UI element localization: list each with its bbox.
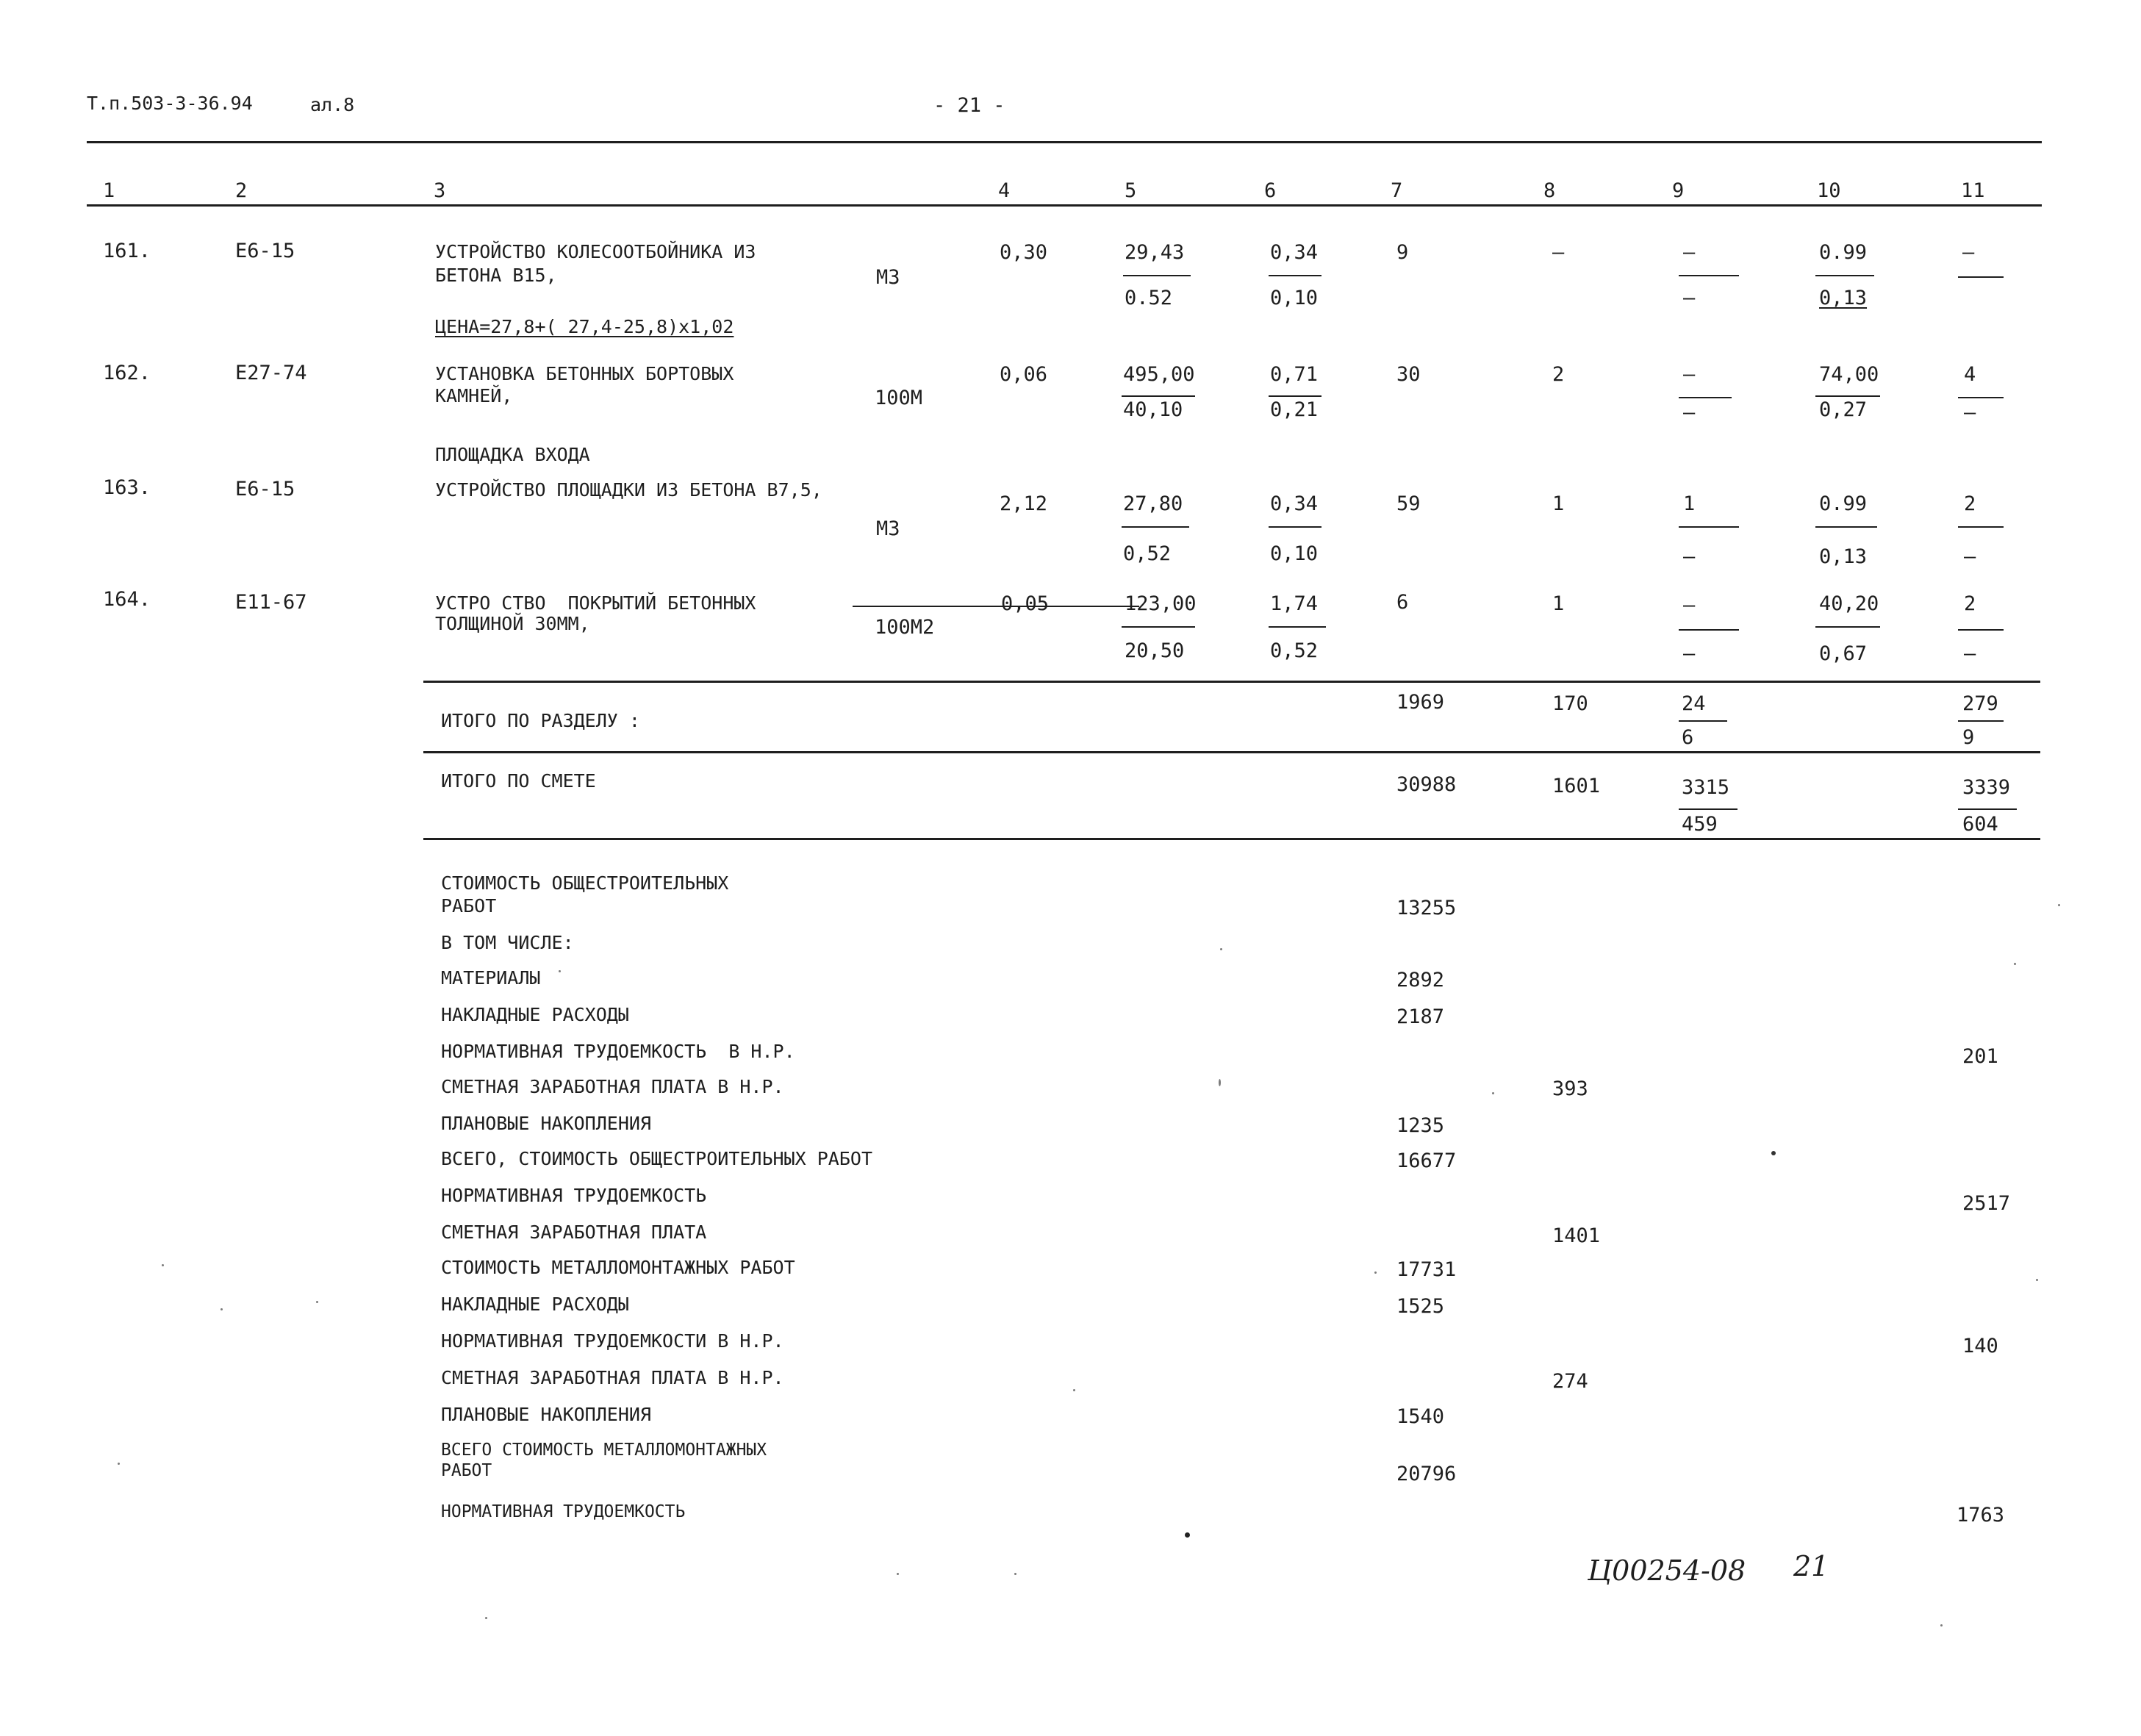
summary-cost: 13255 xyxy=(1396,897,1457,919)
summary-label: СТОИМОСТЬ ОБЩЕСТРОИТЕЛЬНЫХ РАБОТ xyxy=(441,872,729,917)
fraction-rule xyxy=(1679,275,1739,276)
row-number: 163. xyxy=(103,476,151,499)
section-heading: ПЛОЩАДКА ВХОДА xyxy=(435,444,590,465)
total-wage: – xyxy=(1552,241,1565,264)
fraction-rule xyxy=(1269,395,1321,397)
summary-labor: 2517 xyxy=(1962,1192,2011,1215)
summary-cost: 16677 xyxy=(1396,1149,1457,1172)
unit-cost-machine-wage: 0,10 xyxy=(1270,287,1319,309)
unit-cost-machine: 0,34 xyxy=(1270,492,1319,515)
summary-wage: 393 xyxy=(1552,1077,1588,1100)
estimate-total-rule xyxy=(423,751,2040,753)
fraction-rule xyxy=(1122,526,1189,528)
column-header: 8 xyxy=(1543,179,1556,202)
quantity: 0,30 xyxy=(1000,241,1048,264)
summary-label: ВСЕГО СТОИМОСТЬ МЕТАЛЛОМОНТАЖНЫХ РАБОТ xyxy=(441,1441,767,1480)
summary-label: НОРМАТИВНАЯ ТРУДОЕМКОСТИ В Н.Р. xyxy=(441,1330,784,1352)
summary-label: ПЛАНОВЫЕ НАКОПЛЕНИЯ xyxy=(441,1404,651,1425)
unit-cost-machine: 0,71 xyxy=(1270,363,1319,386)
summary-wage: 1401 xyxy=(1552,1224,1601,1247)
summary-label: СМЕТНАЯ ЗАРАБОТНАЯ ПЛАТА В Н.Р. xyxy=(441,1076,784,1097)
labor-total: – xyxy=(1962,241,1975,264)
summary-label: СТОИМОСТЬ МЕТАЛЛОМОНТАЖНЫХ РАБОТ xyxy=(441,1257,795,1278)
unit: М3 xyxy=(876,517,900,540)
handwritten-page-number: 21 xyxy=(1793,1550,1829,1582)
labor-unit: 0.99 xyxy=(1819,241,1868,264)
fraction-rule xyxy=(1958,526,2004,528)
fraction-rule xyxy=(1269,626,1326,628)
quantity: 0,05 xyxy=(1001,592,1050,615)
estimate-total-cost: 30988 xyxy=(1396,773,1457,796)
summary-labor: 201 xyxy=(1962,1045,1998,1068)
unit-cost-machine-wage: 0,10 xyxy=(1270,542,1319,565)
labor-total-machine: – xyxy=(1964,642,1976,665)
estimate-total-labor: 3339 xyxy=(1962,776,2011,799)
total-wage: 2 xyxy=(1552,363,1565,386)
column-header: 2 xyxy=(235,179,248,202)
labor-unit: 40,20 xyxy=(1819,592,1879,615)
handwritten-archive-number: Ц00254-08 xyxy=(1588,1554,1746,1587)
summary-cost: 20796 xyxy=(1396,1463,1457,1485)
summary-label: НАКЛАДНЫЕ РАСХОДЫ xyxy=(441,1004,629,1025)
labor-unit-machine: 0,67 xyxy=(1819,642,1868,665)
total-machine: – xyxy=(1683,241,1696,264)
section-total-machine: 24 xyxy=(1682,692,1706,715)
column-header: 7 xyxy=(1391,179,1403,202)
document-reference: Т.п.503-3-36.94 xyxy=(87,93,253,114)
labor-total: 4 xyxy=(1964,363,1976,386)
column-header: 6 xyxy=(1264,179,1277,202)
summary-wage: 274 xyxy=(1552,1370,1588,1393)
labor-total-machine: – xyxy=(1964,545,1976,568)
fraction-rule xyxy=(1679,526,1739,528)
section-total-wage: 170 xyxy=(1552,692,1588,715)
column-header: 1 xyxy=(103,179,115,202)
unit-cost-wage: 20,50 xyxy=(1125,639,1185,662)
album-number: ал.8 xyxy=(310,94,355,115)
total-cost: 9 xyxy=(1396,241,1409,264)
unit: 100М xyxy=(875,387,923,409)
fraction-rule xyxy=(1679,720,1727,722)
fraction-rule xyxy=(1815,395,1880,397)
section-total-labor: 279 xyxy=(1962,692,1998,715)
fraction-rule xyxy=(1269,275,1321,276)
row-number: 161. xyxy=(103,240,151,262)
summary-labor: 1763 xyxy=(1957,1504,2005,1527)
section-total-labor-machine: 9 xyxy=(1962,726,1975,749)
labor-unit-machine: 0,13 xyxy=(1819,287,1868,309)
unit-cost-wage: 0,52 xyxy=(1123,542,1172,565)
total-wage: 1 xyxy=(1552,492,1565,515)
summary-label: В ТОМ ЧИСЛЕ: xyxy=(441,932,574,953)
fraction-rule xyxy=(1958,397,2004,398)
unit-cost-total: 29,43 xyxy=(1125,241,1185,264)
total-machine-wage: – xyxy=(1683,545,1696,568)
summary-label: ПЛАНОВЫЕ НАКОПЛЕНИЯ xyxy=(441,1113,651,1134)
summary-label: НОРМАТИВНАЯ ТРУДОЕМКОСТЬ xyxy=(441,1185,707,1206)
total-machine-wage: – xyxy=(1683,642,1696,665)
fraction-rule xyxy=(1123,275,1191,276)
summary-cost: 2187 xyxy=(1396,1005,1445,1028)
header-rule xyxy=(87,141,2042,143)
work-description: ТОЛЩИНОЙ 30ММ, xyxy=(435,613,590,634)
fraction-rule xyxy=(1679,629,1739,631)
column-header: 3 xyxy=(434,179,446,202)
summary-label: СМЕТНАЯ ЗАРАБОТНАЯ ПЛАТА В Н.Р. xyxy=(441,1367,784,1388)
section-total-rule xyxy=(423,681,2040,683)
estimate-total-wage: 1601 xyxy=(1552,775,1601,797)
column-header: 11 xyxy=(1961,179,1985,202)
summary-cost: 1525 xyxy=(1396,1295,1445,1318)
labor-unit-machine: 0,27 xyxy=(1819,398,1868,421)
fraction-rule xyxy=(1679,397,1732,398)
unit-cost-total: 495,00 xyxy=(1123,363,1195,386)
fraction-rule xyxy=(1958,808,2017,810)
rate-code: Е6-15 xyxy=(235,240,295,262)
work-description: КАМНЕЙ, xyxy=(435,385,513,406)
summary-label: ВСЕГО, СТОИМОСТЬ ОБЩЕСТРОИТЕЛЬНЫХ РАБОТ xyxy=(441,1148,872,1169)
fraction-rule xyxy=(1122,626,1195,628)
rate-code: Е27-74 xyxy=(235,362,307,384)
fraction-rule xyxy=(1815,526,1877,528)
rate-code: Е11-67 xyxy=(235,591,307,614)
column-header: 4 xyxy=(998,179,1011,202)
summary-labor: 140 xyxy=(1962,1335,1998,1357)
fraction-rule xyxy=(1958,720,2004,722)
estimate-total-labor-machine: 604 xyxy=(1962,813,1998,836)
estimate-total-machine-wage: 459 xyxy=(1682,813,1718,836)
quantity: 2,12 xyxy=(1000,492,1048,515)
estimate-total-machine: 3315 xyxy=(1682,776,1730,799)
row-number: 162. xyxy=(103,362,151,384)
labor-total: 2 xyxy=(1964,492,1976,515)
summary-cost: 2892 xyxy=(1396,969,1445,991)
total-machine: – xyxy=(1683,363,1696,386)
summary-cost: 1235 xyxy=(1396,1114,1445,1137)
total-machine-wage: – xyxy=(1683,401,1696,424)
fraction-rule xyxy=(1815,626,1880,628)
unit-cost-machine: 1,74 xyxy=(1270,592,1319,615)
summary-cost: 17731 xyxy=(1396,1258,1457,1281)
column-header: 5 xyxy=(1125,179,1137,202)
summary-label: НОРМАТИВНАЯ ТРУДОЕМКОСТЬ xyxy=(441,1502,686,1521)
labor-total-machine: – xyxy=(1964,401,1976,424)
unit-cost-wage: 0.52 xyxy=(1125,287,1173,309)
labor-unit: 0.99 xyxy=(1819,492,1868,515)
estimate-total-label: ИТОГО ПО СМЕТЕ xyxy=(441,770,596,792)
summary-rule xyxy=(423,838,2040,840)
work-description: УСТРО СТВО ПОКРЫТИЙ БЕТОННЫХ xyxy=(435,592,756,614)
column-header: 9 xyxy=(1672,179,1685,202)
section-total-cost: 1969 xyxy=(1396,691,1445,714)
total-machine: 1 xyxy=(1683,492,1696,515)
price-note: ЦЕНА=27,8+( 27,4-25,8)х1,02 xyxy=(435,316,734,337)
work-description: УСТРОЙСТВО ПЛОЩАДКИ ИЗ БЕТОНА В7,5, xyxy=(435,479,822,501)
section-total-machine-wage: 6 xyxy=(1682,726,1694,749)
unit: М3 xyxy=(876,266,900,289)
summary-cost: 1540 xyxy=(1396,1405,1445,1428)
fraction-rule xyxy=(1958,276,2004,278)
column-header-rule xyxy=(87,204,2042,207)
total-cost: 59 xyxy=(1396,492,1421,515)
fraction-rule xyxy=(1269,526,1321,528)
fraction-rule xyxy=(1815,275,1874,276)
unit-cost-machine-wage: 0,21 xyxy=(1270,398,1319,421)
work-description: УСТАНОВКА БЕТОННЫХ БОРТОВЫХ xyxy=(435,363,734,384)
unit-cost-total: 27,80 xyxy=(1123,492,1183,515)
unit-cost-machine: 0,34 xyxy=(1270,241,1319,264)
fraction-rule xyxy=(1679,808,1737,810)
summary-label: НАКЛАДНЫЕ РАСХОДЫ xyxy=(441,1294,629,1315)
summary-label: НОРМАТИВНАЯ ТРУДОЕМКОСТЬ В Н.Р. xyxy=(441,1041,795,1062)
labor-unit-machine: 0,13 xyxy=(1819,545,1868,568)
summary-label: МАТЕРИАЛЫ xyxy=(441,967,541,989)
fraction-rule xyxy=(1958,629,2004,631)
total-machine: – xyxy=(1683,594,1696,617)
row-number: 164. xyxy=(103,588,151,611)
page-number: - 21 - xyxy=(933,94,1005,117)
total-cost: 6 xyxy=(1396,591,1409,614)
work-description: УСТРОЙСТВО КОЛЕСООТБОЙНИКА ИЗ xyxy=(435,241,756,262)
rate-code: Е6-15 xyxy=(235,478,295,501)
labor-total: 2 xyxy=(1964,592,1976,615)
labor-unit: 74,00 xyxy=(1819,363,1879,386)
summary-label: СМЕТНАЯ ЗАРАБОТНАЯ ПЛАТА xyxy=(441,1222,707,1243)
column-header: 10 xyxy=(1817,179,1841,202)
unit-cost-wage: 40,10 xyxy=(1123,398,1183,421)
leader-line xyxy=(853,606,1139,607)
total-machine-wage: – xyxy=(1683,287,1696,309)
section-total-label: ИТОГО ПО РАЗДЕЛУ : xyxy=(441,710,640,731)
work-description: БЕТОНА В15, xyxy=(435,265,557,286)
total-cost: 30 xyxy=(1396,363,1421,386)
unit-cost-total: 123,00 xyxy=(1125,592,1197,615)
unit: 100М2 xyxy=(875,616,935,639)
quantity: 0,06 xyxy=(1000,363,1048,386)
total-wage: 1 xyxy=(1552,592,1565,615)
unit-cost-machine-wage: 0,52 xyxy=(1270,639,1319,662)
fraction-rule xyxy=(1122,395,1195,397)
